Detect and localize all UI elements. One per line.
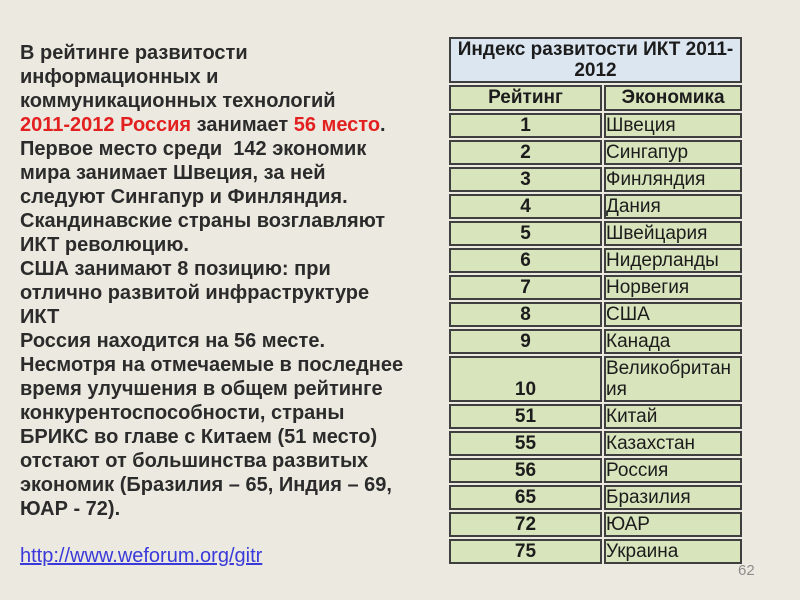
- text-line: [20, 161, 403, 185]
- body-text: .: [380, 114, 386, 136]
- rank-cell: 8: [449, 302, 602, 327]
- body-text: конкурентоспособности, страны: [20, 402, 345, 424]
- table-title-row: [449, 37, 742, 83]
- body-text: США занимают 8 позицию: при: [20, 258, 331, 280]
- body-text: БРИКС во главе с Китаем (51 место): [20, 426, 378, 448]
- highlighted-text: 56 место: [293, 114, 381, 136]
- text-line: [20, 257, 403, 281]
- source-link-line: [20, 545, 262, 568]
- text-line: [20, 353, 403, 377]
- economy-cell: Финляндия: [604, 167, 742, 192]
- table-row: [449, 302, 742, 327]
- rank-cell: 2: [449, 140, 602, 165]
- rank-cell: 3: [449, 167, 602, 192]
- rank-cell: 55: [449, 431, 602, 456]
- text-line: [20, 185, 403, 209]
- column-header-rank: Рейтинг: [449, 85, 602, 111]
- rank-cell: 75: [449, 539, 602, 564]
- economy-cell: Великобритания: [604, 356, 742, 402]
- text-line: [20, 137, 403, 161]
- body-text: отстают от большинства развитых: [20, 450, 369, 472]
- rank-cell: 4: [449, 194, 602, 219]
- body-text: Скандинавские страны возглавляют: [20, 210, 386, 232]
- body-text: Россия находится на 56 месте.: [20, 330, 326, 352]
- table-row: [449, 221, 742, 246]
- table-row: [449, 329, 742, 354]
- text-line: [20, 401, 403, 425]
- table-row: [449, 485, 742, 510]
- economy-cell: Китай: [604, 404, 742, 429]
- rank-cell: 56: [449, 458, 602, 483]
- table-row: [449, 356, 742, 402]
- column-header-economy: Экономика: [604, 85, 742, 111]
- economy-cell: Украина: [604, 539, 742, 564]
- table-row: [449, 275, 742, 300]
- table-title: Индекс развитости ИКТ 2011-2012: [449, 37, 742, 83]
- table-row: [449, 539, 742, 564]
- rank-cell: 65: [449, 485, 602, 510]
- body-text: занимает: [196, 114, 294, 136]
- body-text: ЮАР - 72).: [20, 498, 121, 520]
- rank-cell: 5: [449, 221, 602, 246]
- text-line: [20, 449, 403, 473]
- text-line: [20, 41, 403, 65]
- economy-cell: ЮАР: [604, 512, 742, 537]
- economy-cell: Россия: [604, 458, 742, 483]
- table-row: [449, 167, 742, 192]
- highlighted-text: 2011-2012 Россия: [20, 114, 197, 136]
- economy-cell: Сингапур: [604, 140, 742, 165]
- article-text: [20, 41, 403, 521]
- ict-rating-table: [447, 35, 744, 566]
- rank-cell: 10: [449, 356, 602, 402]
- table-row: [449, 458, 742, 483]
- economy-cell: Бразилия: [604, 485, 742, 510]
- text-line: [20, 425, 403, 449]
- page-number: 62: [738, 562, 755, 579]
- economy-cell: Нидерланды: [604, 248, 742, 273]
- table-row: [449, 512, 742, 537]
- table-row: [449, 140, 742, 165]
- text-line: [20, 305, 403, 329]
- body-text: отлично развитой инфраструктуре: [20, 282, 370, 304]
- rank-cell: 9: [449, 329, 602, 354]
- text-line: [20, 281, 403, 305]
- rank-cell: 7: [449, 275, 602, 300]
- rank-cell: 6: [449, 248, 602, 273]
- economy-cell: Швейцария: [604, 221, 742, 246]
- source-link[interactable]: http://www.weforum.org/gitr: [20, 545, 263, 567]
- body-text: следуют Сингапур и Финляндия.: [20, 186, 348, 208]
- table-row: [449, 431, 742, 456]
- body-text: ИКТ революцию.: [20, 234, 189, 256]
- text-line: [20, 473, 403, 497]
- body-text: экономик (Бразилия – 65, Индия – 69,: [20, 474, 392, 496]
- table-row: [449, 404, 742, 429]
- rank-cell: 72: [449, 512, 602, 537]
- text-line: [20, 113, 403, 137]
- table-header-row: [449, 85, 742, 111]
- economy-cell: Казахстан: [604, 431, 742, 456]
- text-line: [20, 89, 403, 113]
- economy-cell: Швеция: [604, 113, 742, 138]
- text-line: [20, 497, 403, 521]
- body-text: Первое место среди 142 экономик: [20, 138, 367, 160]
- economy-cell: США: [604, 302, 742, 327]
- table-row: [449, 248, 742, 273]
- rank-cell: 51: [449, 404, 602, 429]
- text-line: [20, 329, 403, 353]
- body-text: ИКТ: [20, 306, 60, 328]
- body-text: В рейтинге развитости: [20, 42, 248, 64]
- text-line: [20, 209, 403, 233]
- economy-cell: Норвегия: [604, 275, 742, 300]
- text-line: [20, 65, 403, 89]
- economy-cell: Канада: [604, 329, 742, 354]
- table-row: [449, 113, 742, 138]
- body-text: информационных и: [20, 66, 219, 88]
- body-text: Несмотря на отмечаемые в последнее: [20, 354, 404, 376]
- text-line: [20, 233, 403, 257]
- body-text: коммуникационных технологий: [20, 90, 336, 112]
- rank-cell: 1: [449, 113, 602, 138]
- economy-cell: Дания: [604, 194, 742, 219]
- text-line: [20, 377, 403, 401]
- body-text: время улучшения в общем рейтинге: [20, 378, 383, 400]
- table-row: [449, 194, 742, 219]
- body-text: мира занимает Швеция, за ней: [20, 162, 326, 184]
